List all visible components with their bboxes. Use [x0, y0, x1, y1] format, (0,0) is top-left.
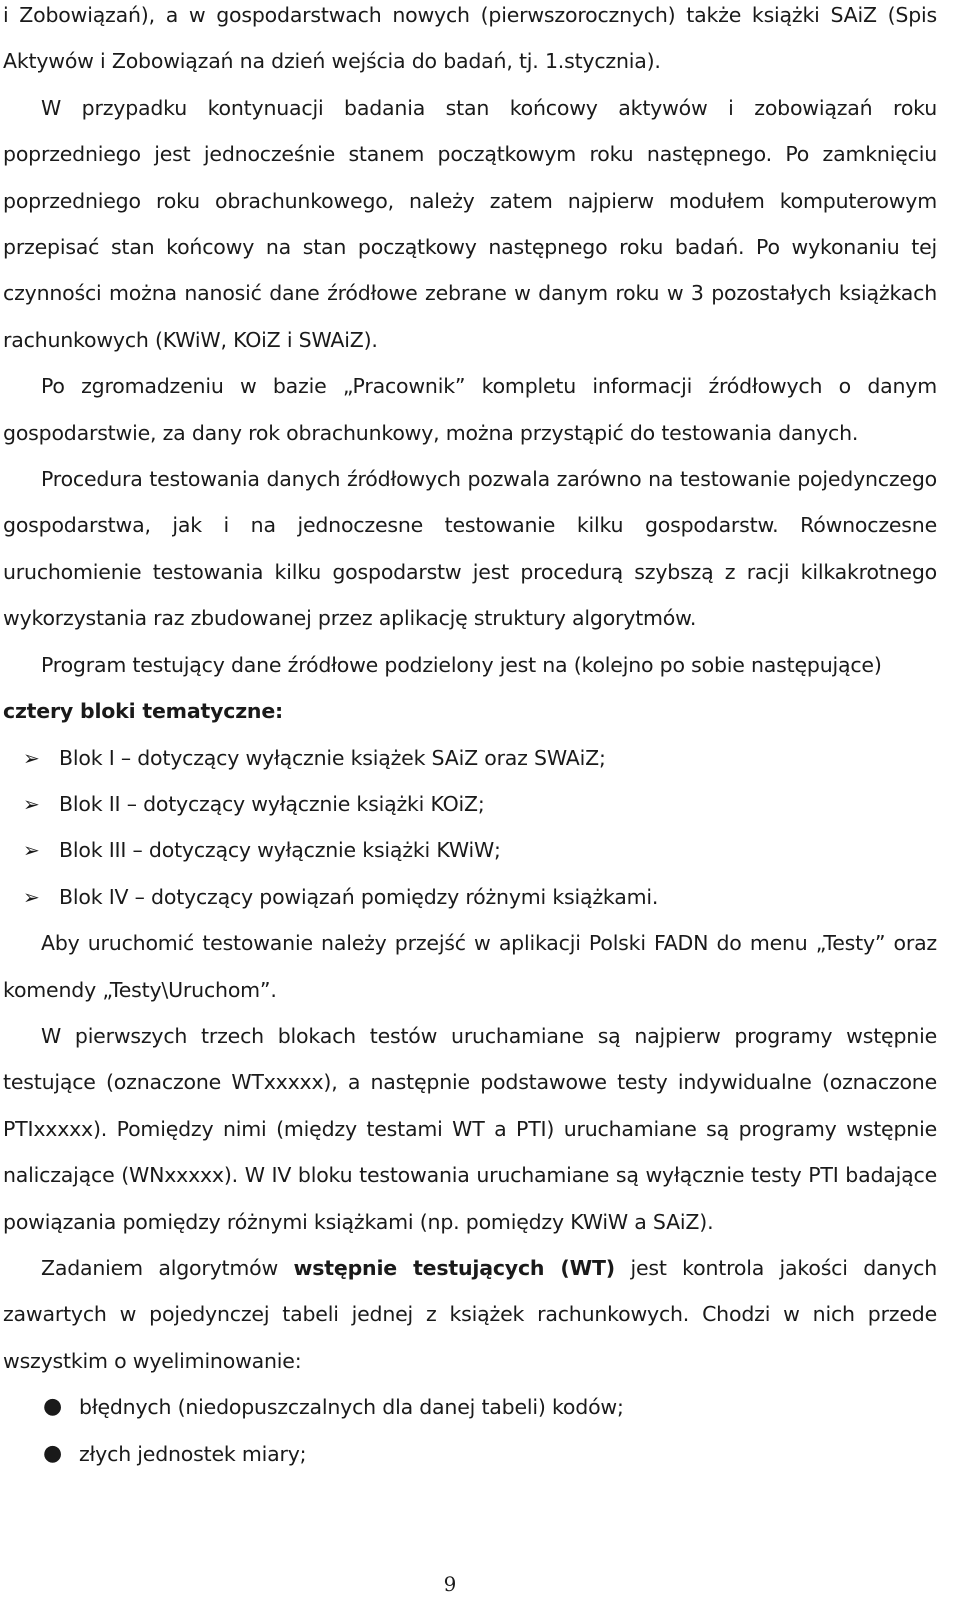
page-content [3, 0, 937, 1477]
elimination-list [3, 1384, 937, 1477]
wt-text-after: jest kontrola jakości danych zawartych w pojedynczej tabeli jednej z książek rachunkowych. Chodzi w nich przede wszystkim o wyeliminowanie: [3, 1255, 937, 1373]
page-number: 9 [443, 1572, 457, 1596]
paragraph-data-collection: Po zgromadzeniu w bazie „Pracownik” kompletu informacji źródłowych o danym gospodarstwie, za dany rok obrachunkowy, można przystąpić do testowania danych. [3, 374, 937, 445]
paragraph-wt-algorithms [3, 1245, 937, 1384]
block-item-label: Blok III – dotyczący wyłącznie książki KWiW; [59, 838, 501, 863]
wt-bold-term: wstępnie testujących (WT) [293, 1255, 615, 1280]
wt-text-before: Zadaniem algorytmów [41, 1255, 279, 1280]
block-list-item [3, 827, 937, 873]
block-item-label: Blok I – dotyczący wyłącznie książek SAiZ oraz SWAiZ; [59, 745, 606, 770]
paragraph-program-blocks: Program testujący dane źródłowe podzielony jest na (kolejno po sobie następujące) [41, 652, 882, 677]
arrow-bullet-icon: ➢ [23, 745, 40, 770]
arrow-bullet-icon: ➢ [23, 838, 40, 863]
block-list-item [3, 874, 937, 920]
arrow-bullet-icon: ➢ [23, 791, 40, 816]
paragraph-test-blocks: W pierwszych trzech blokach testów uruchamiane są najpierw programy wstępnie testujące (oznaczone WTxxxxx), a następnie podstawowe testy indywidualne (oznaczone PTIxxxxx). Pomiędzy nimi (między testami WT a PTI) uruchamiane są programy wstępnie naliczające (WNxxxxx). W IV bloku testowania uruchamiane są wyłącznie testy PTI badające powiązania pomiędzy różnymi książkami (np. pomiędzy KWiW a SAiZ). [3, 1023, 937, 1234]
round-bullet-icon: ● [43, 1394, 62, 1420]
elimination-list-item [3, 1384, 937, 1430]
elimination-list-item [3, 1431, 937, 1477]
arrow-bullet-icon: ➢ [23, 884, 40, 909]
block-item-label: Blok II – dotyczący wyłącznie książki KOiZ; [59, 791, 485, 816]
block-list-item [3, 781, 937, 827]
elimination-item-label: złych jednostek miary; [79, 1441, 307, 1466]
block-list [3, 735, 937, 921]
round-bullet-icon: ● [43, 1440, 62, 1466]
block-item-label: Blok IV – dotyczący powiązań pomiędzy różnymi książkami. [59, 884, 659, 909]
section-heading-blocks: cztery bloki tematyczne: [3, 699, 284, 724]
paragraph-run-testing: Aby uruchomić testowanie należy przejść w aplikacji Polski FADN do menu „Testy” oraz komendy „Testy\Uruchom”. [3, 931, 937, 1002]
block-list-item [3, 735, 937, 781]
paragraph-continuation-of-study: W przypadku kontynuacji badania stan końcowy aktywów i zobowiązań roku poprzedniego jest jednocześnie stanem początkowym roku następnego. Po zamknięciu poprzedniego roku obrachunkowego, należy zatem najpierw modułem komputerowym przepisać stan końcowy na stan początkowy następnego roku badań. Po wykonaniu tej czynności można nanosić dane źródłowe zebrane w danym roku w 3 pozostałych książkach rachunkowych (KWiW, KOiZ i SWAiZ). [3, 95, 937, 352]
paragraph-testing-procedure: Procedura testowania danych źródłowych pozwala zarówno na testowanie pojedynczego gospodarstwa, jak i na jednoczesne testowanie kilku gospodarstw. Równoczesne uruchomienie testowania kilku gospodarstw jest procedurą szybszą z racji kilkakrotnego wykorzystania raz zbudowanej przez aplikację struktury algorytmów. [3, 467, 937, 631]
paragraph-continuation: i Zobowiązań), a w gospodarstwach nowych (pierwszorocznych) także książki SAiZ (Spis Aktywów i Zobowiązań na dzień wejścia do badań, tj. 1.stycznia). [3, 3, 937, 74]
elimination-item-label: błędnych (niedopuszczalnych dla danej tabeli) kodów; [79, 1395, 624, 1420]
